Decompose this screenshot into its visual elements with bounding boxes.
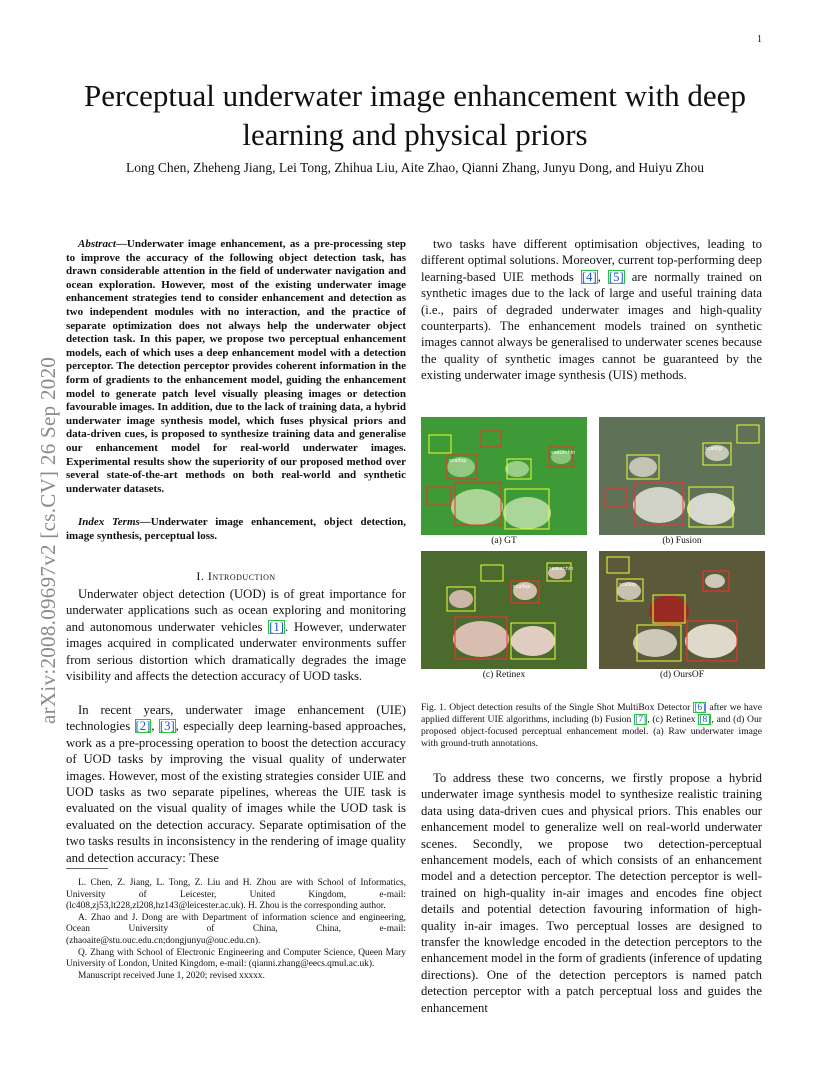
panel-caption: (c) Retinex: [482, 670, 526, 680]
footnote: A. Zhao and J. Dong are with Department of information science and engineering, Ocean University of China, China, e-mail: (zhaoaite@stu.ouc.edu.cn;dongjunyu@ouc.edu.cn).: [66, 912, 406, 946]
footnote-divider: [66, 868, 108, 869]
detection-label: scallop: [513, 584, 531, 590]
right-paragraph-2: To address these two concerns, we firstly propose a hybrid underwater image synthesis model to synthesize realistic training data using data-driven cues and physical priors. This enables our enhancement model to generalize well on real-world underwater scenes. Secondly, we propose two detection-perceptual enhancement models, each of which consists of an enhancement model and a detection perceptor. The detection perceptor is well-trained on high-quality in-air images and encodes fine object details and potential detection favouring information of high-quality in-air images. Two perceptual losses are designed to transfer the knowledge encoded in the detection perceptors to the enhancement model in the form of gradients (inference of updating directions). One of the detection perceptors is named patch detection perceptor with a patch perceptual loss and guides the enhancement: [421, 771, 762, 1015]
footnote: Q. Zhang with School of Electronic Engineering and Computer Science, Queen Mary University of London, United Kingdom, e-mail: (qianni.zhang@eecs.qmul.ac.uk).: [66, 947, 406, 970]
underwater-image: [599, 551, 765, 669]
panel-caption: (a) GT: [491, 536, 517, 546]
section-heading: [66, 569, 406, 584]
abstract-text: —Underwater image enhancement, as a pre-processing step to improve the accuracy of the following object detection task, has drawn considerable attention in the field of underwater navigation and ocean exploration. However, most of the existing underwater image enhancement strategies tend to consider enhancement and detection as two independent modules with no interaction, and the practice of separate optimization does not always help the underwater object detection task. In this paper, we propose two perceptual enhancement models, each of which uses a deep enhancement model with a detection perceptor. The detection perceptor provides coherent information in the form of gradients to the enhancement model, guiding the enhancement model to generate patch level visually pleasing images or detection favourable images. In addition, due to the lack of training data, a hybrid underwater image synthesis model, which fuses physical priors and data-driven cues, is proposed to synthesize training data and generalise our enhancement model for real-world underwater images. Experimental results show the superiority of our proposed method over several state-of-the-art methods on both real-world and synthetic underwater datasets.: [66, 238, 406, 495]
figure-panel: [599, 417, 765, 535]
figure-panel: [421, 551, 587, 669]
section-title: Introduction: [207, 569, 276, 583]
paper-title: Perceptual underwater image enhancement with deep learning and physical priors: [84, 78, 746, 152]
index-terms-text: —Underwater image enhancement, object detection, image synthesis, perceptual loss.: [66, 516, 406, 542]
citation-link[interactable]: [5]: [608, 269, 624, 284]
underwater-image: [421, 551, 587, 669]
footnote: L. Chen, Z. Jiang, L. Tong, Z. Liu and H. Zhou are with School of Informatics, University of Leicester, United Kingdom, e-mail: (lc408,zj53,lt228,zl208,hz143@leicester.ac.uk). H. Zhou is the corresponding author.: [66, 878, 406, 912]
abstract: [66, 238, 406, 496]
citation-link[interactable]: [2]: [135, 719, 151, 734]
panel-caption: (d) OursOF: [659, 670, 705, 680]
detection-label: scallop: [619, 582, 637, 588]
detection-label: seaurchin: [549, 566, 574, 572]
arxiv-identifier: arXiv:2008.09697v2 [cs.CV] 26 Sep 2020: [36, 356, 60, 724]
footnote: Manuscript received June 1, 2020; revised xxxxx.: [78, 970, 265, 981]
index-terms-label: Index Terms: [78, 516, 140, 528]
right-paragraph-1: two tasks have different optimisation objectives, leading to different optimal solutions. Moreover, current top-performing deep learning-based UIE methods [4], [5] are normally trained on synthetic images due to the lack of large and useful training data (i.e., pairs of degraded underwater images and high-quality counterparts). The enhancement models trained on synthetic images cannot always be generalised to underwater scenes because the quality of synthetic images cannot be guaranteed by the existing underwater image synthesis (UIS) methods.: [421, 237, 762, 383]
intro-paragraph-2: In recent years, underwater image enhancement (UIE) technologies [2], [3], especially deep learning-based approaches, work as a pre-processing operation to boost the detection accuracy of UOD tasks by improving the visual quality of underwater images. However, most of the existing strategies consider UIE and UOD tasks as two separate pipelines, whereas the UIE task is evaluated on the visual quality of images while the UOD task is evaluated on the detection accuracy. Separate optimisation of the two tasks results in inconsistency in the rendering of image quality and detection accuracy: These: [66, 703, 406, 865]
figure-1: [421, 417, 768, 684]
figure-panel: [421, 417, 587, 535]
intro-paragraph-1: Underwater object detection (UOD) is of great importance for underwater applications such as ocean exploring and monitoring and autonomous underwater vehicles [1]. However, underwater images acquired in complicated underwater environments suffer from serious distortion which dramatically degrades the image visibility and affects the detection accuracy of UOD tasks.: [66, 587, 406, 684]
citation-link[interactable]: [1]: [269, 619, 284, 634]
index-terms: [66, 516, 406, 543]
figure-caption: Fig. 1. Object detection results of the Single Shot MultiBox Detector [6] after we have applied different UIE algorithms, including (b) Fusion [7], (c) Retinex [8], and (d) Our proposed object-focused perceptual enhancement model. (a) Raw underwater image with ground-truth annotations.: [421, 702, 762, 749]
citation-link[interactable]: [4]: [581, 269, 597, 284]
figure-panel: [599, 551, 765, 669]
section-number: I.: [196, 569, 205, 583]
panel-caption: (b) Fusion: [662, 536, 702, 546]
panel-background: [599, 417, 765, 535]
underwater-image: [421, 417, 587, 535]
citation-link[interactable]: [7]: [635, 714, 647, 725]
citation-link[interactable]: [6]: [694, 702, 706, 713]
detection-label: scallop: [449, 458, 467, 464]
detection-label: scallop: [705, 446, 723, 452]
citation-link[interactable]: [8]: [699, 714, 711, 725]
abstract-label: Abstract: [78, 238, 116, 250]
author-list: Long Chen, Zheheng Jiang, Lei Tong, Zhihua Liu, Aite Zhao, Qianni Zhang, Junyu Dong, and Huiyu Zhou: [125, 160, 705, 175]
footnotes: [66, 878, 406, 982]
detection-label: seaurchin: [551, 450, 576, 456]
underwater-image: [599, 417, 765, 535]
citation-link[interactable]: [3]: [159, 719, 175, 734]
page-number: 1: [757, 34, 762, 45]
